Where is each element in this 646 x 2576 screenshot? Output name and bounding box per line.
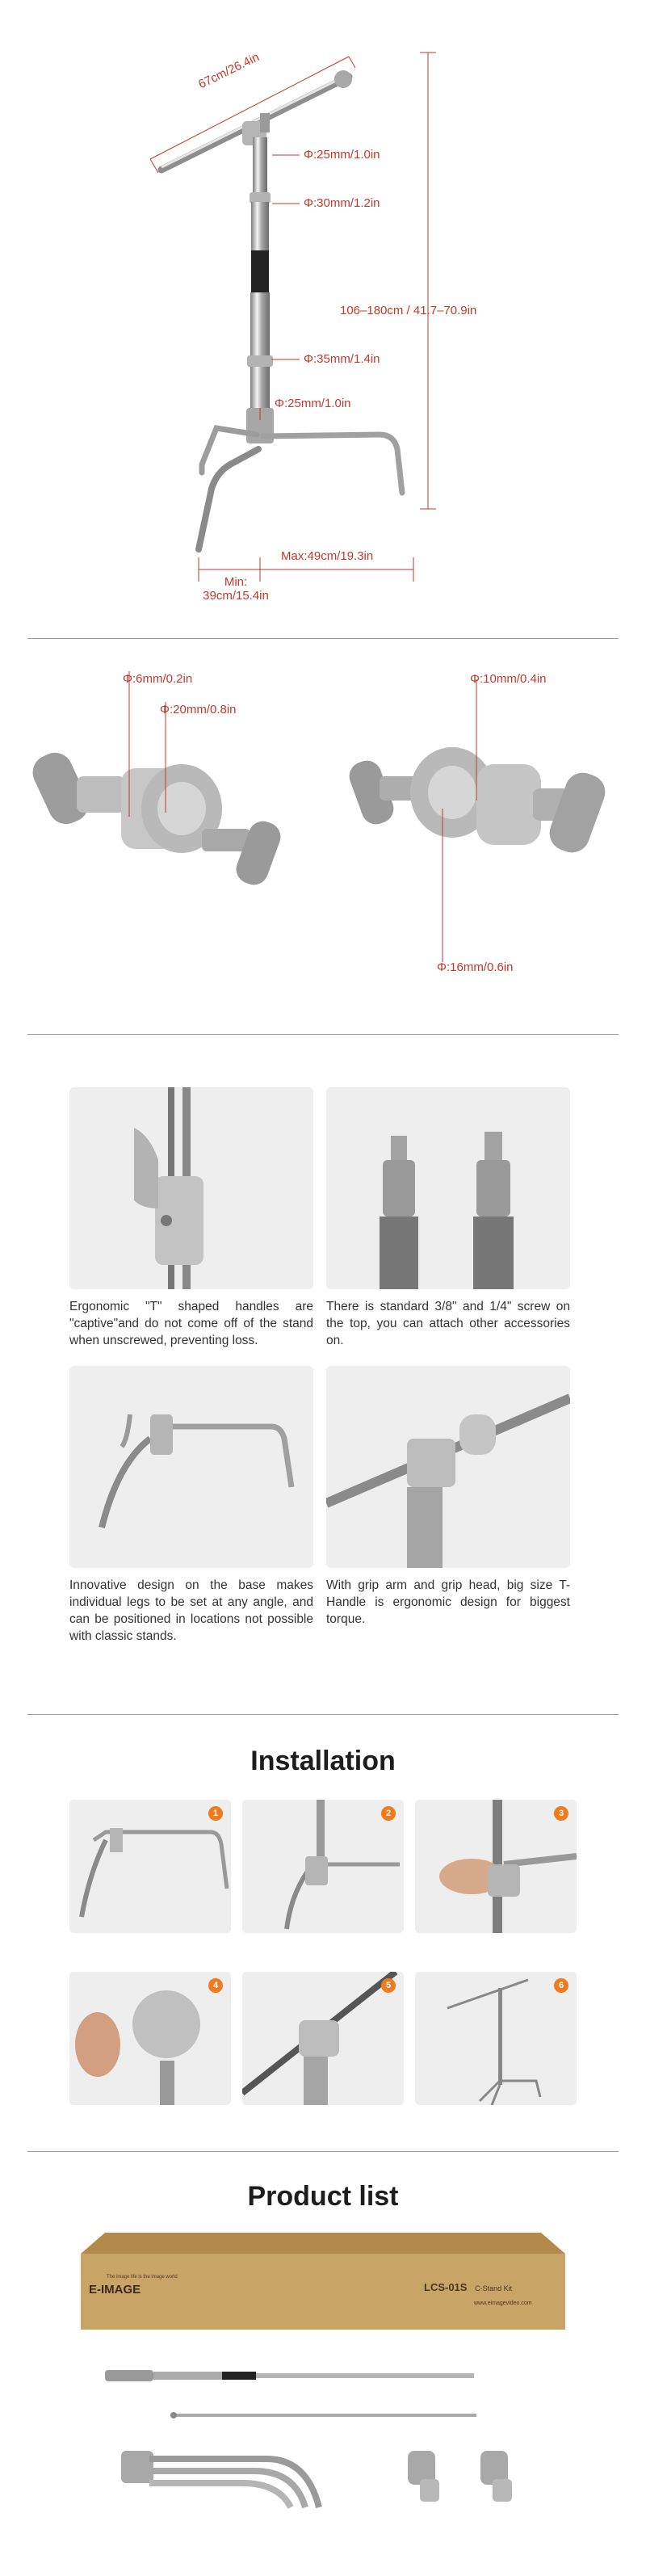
feature-caption-3: Innovative design on the base makes individual legs to be set at any angle, and can be positioned in locations not possible with classic stands. (69, 1578, 313, 1643)
left-grip-diameter-1: Φ:6mm/0.2in (123, 672, 193, 686)
product-list-title: Product list (247, 2181, 399, 2212)
installation-step-3 (415, 1800, 577, 1933)
diameter-label-1: Φ:25mm/1.0in (304, 148, 380, 162)
diameter-label-3: Φ:35mm/1.4in (304, 352, 380, 366)
stand-section (0, 0, 646, 638)
right-grip-diameter-1: Φ:10mm/0.4in (470, 672, 547, 686)
feature-image-screws (326, 1087, 570, 1289)
features-section (0, 1035, 646, 1713)
step-badge-1: 1 (208, 1806, 223, 1821)
box-logo (89, 2283, 141, 2297)
feature-caption-1: Ergonomic "T" shaped handles are "captive"and do not come off of the stand when unscrewed, preventing loss. (69, 1300, 313, 1347)
box-model-row (424, 2281, 512, 2293)
step-badge-5: 5 (381, 1978, 396, 1993)
product-list-section (0, 2152, 646, 2576)
min-spread-label-line1: Min: (224, 575, 248, 589)
c-stand-illustration (0, 0, 646, 638)
step-badge-6: 6 (554, 1978, 568, 1993)
step-badge-2: 2 (381, 1806, 396, 1821)
step-badge-3: 3 (554, 1806, 568, 1821)
installation-section (0, 1715, 646, 2151)
diameter-label-2: Φ:30mm/1.2in (304, 196, 380, 210)
box-kit: C-Stand Kit (475, 2284, 513, 2292)
feature-caption-2: There is standard 3/8" and 1/4" screw on the top, you can attach other accessories on. (326, 1300, 570, 1347)
installation-step-4 (69, 1972, 231, 2105)
diameter-label-4: Φ:25mm/1.0in (275, 397, 351, 410)
grip-head-section (0, 639, 646, 1033)
feature-image-grip-arm (326, 1366, 570, 1568)
installation-title: Installation (250, 1746, 396, 1776)
box-url: www.eimagevideo.com (474, 2301, 532, 2306)
min-spread-label-line2: 39cm/15.4in (203, 589, 269, 603)
grip-head-illustrations (0, 639, 646, 1033)
height-range-label: 106–180cm / 41.7–70.9in (340, 304, 477, 317)
product-box (81, 2233, 565, 2330)
feature-image-handle (69, 1087, 313, 1289)
box-brand: E-IMAGE (89, 2283, 141, 2297)
installation-step-1 (69, 1800, 231, 1933)
box-model: LCS-01S (424, 2281, 468, 2293)
box-tagline: The image life is the image world (107, 2275, 178, 2280)
left-grip-diameter-2: Φ:20mm/0.8in (160, 703, 237, 716)
installation-step-2 (242, 1800, 404, 1933)
feature-caption-4: With grip arm and grip head, big size T-Handle is ergonomic design for biggest torque. (326, 1578, 570, 1626)
boom-length-label: 67cm/26.4in (196, 50, 262, 92)
min-spread-label (187, 575, 284, 603)
max-spread-label: Max:49cm/19.3in (281, 549, 374, 563)
feature-image-base (69, 1366, 313, 1568)
installation-step-6 (415, 1972, 577, 2105)
right-grip-diameter-2: Φ:16mm/0.6in (437, 960, 514, 974)
installation-step-5 (242, 1972, 404, 2105)
product-contents (0, 2338, 646, 2576)
step-badge-4: 4 (208, 1978, 223, 1993)
